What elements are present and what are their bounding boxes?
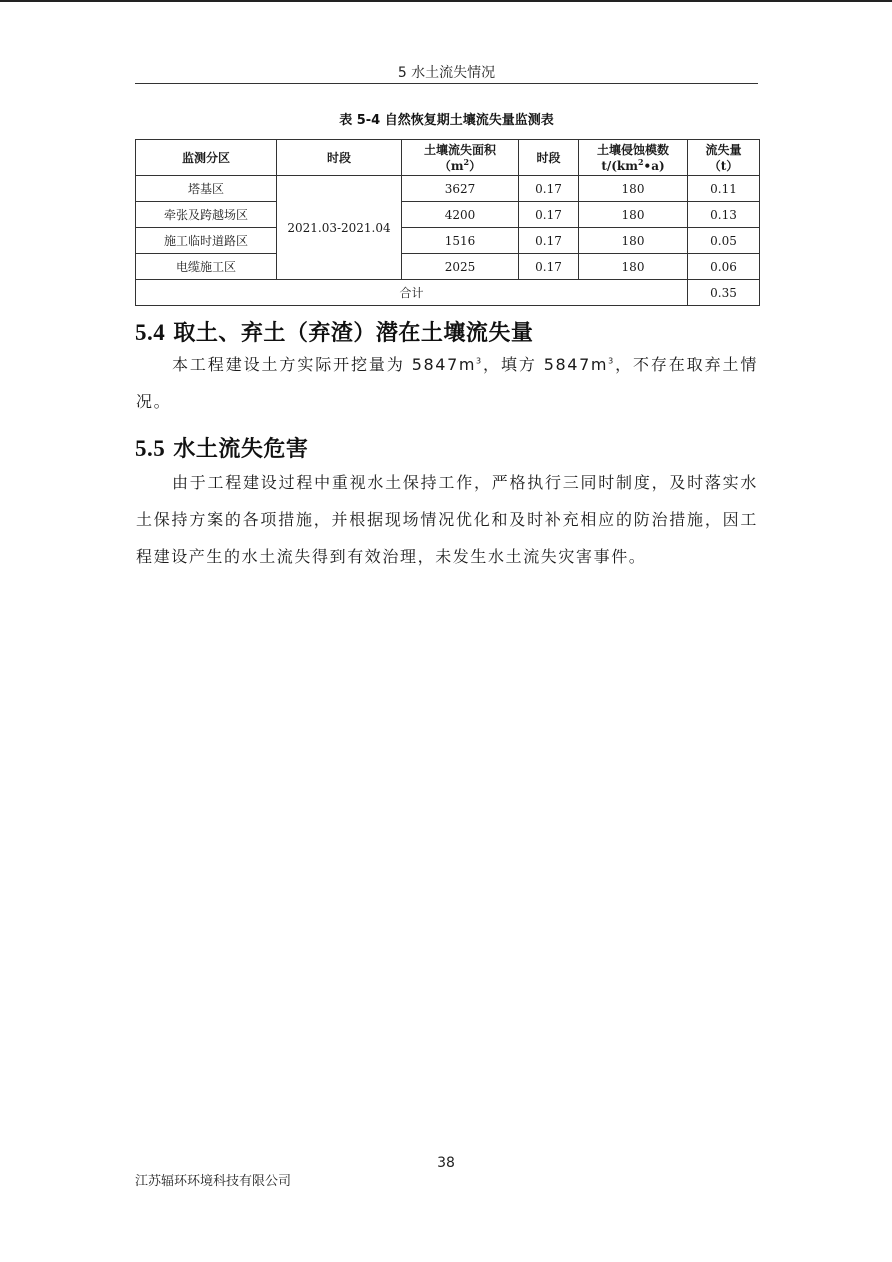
cell-loss: 0.11 (688, 176, 760, 202)
header-area-unit-post: ） (469, 158, 482, 173)
cell-period: 2021.03-2021.04 (277, 176, 402, 280)
paragraph-5-5: 由于工程建设过程中重视水土保持工作，严格执行三同时制度，及时落实水土保持方案的各项措施，并根据现场情况优化和及时补充相应的防治措施，因工程建设产生的水土流失得到有效治理，未发生水土流失灾害事件。 (136, 473, 758, 566)
header-area-unit-sup: 2 (463, 156, 470, 167)
superscript: 3 (608, 356, 615, 366)
table-row (136, 176, 760, 202)
superscript: 3 (476, 356, 483, 366)
cell-area: 3627 (402, 176, 519, 202)
header-duration: 时段 (519, 140, 579, 176)
section-heading-5-4 (135, 316, 533, 347)
cell-modulus: 180 (579, 202, 688, 228)
paragraph-text: 本工程建设土方实际开挖量为 5847m (172, 355, 477, 374)
header-area-line1: 土壤流失面积 (423, 142, 496, 157)
paragraph-text: ，不存在取弃土情况。 (136, 355, 758, 411)
cell-zone: 电缆施工区 (136, 254, 277, 280)
header-modulus-unit-pre: t/(km (601, 158, 638, 173)
cell-zone: 牵张及跨越场区 (136, 202, 277, 228)
cell-loss: 0.05 (688, 228, 760, 254)
section-title: 取土、弃土（弃渣）潜在土壤流失量 (173, 321, 534, 346)
running-header: 5 水土流失情况 (397, 65, 496, 81)
table-caption: 表 5-4 自然恢复期土壤流失量监测表 (339, 113, 554, 128)
page-number: 38 (437, 1155, 455, 1171)
cell-duration: 0.17 (519, 202, 579, 228)
page-top-border (0, 0, 892, 2)
table-header-row (136, 140, 760, 176)
cell-area: 2025 (402, 254, 519, 280)
cell-area: 4200 (402, 202, 519, 228)
header-loss-line1: 流失量 (705, 142, 742, 157)
cell-area: 1516 (402, 228, 519, 254)
section-title: 水土流失危害 (173, 437, 309, 462)
header-area (402, 140, 519, 176)
header-loss-unit: （t） (708, 158, 739, 173)
cell-modulus: 180 (579, 228, 688, 254)
section-heading-5-5 (135, 432, 308, 463)
cell-loss: 0.13 (688, 202, 760, 228)
header-modulus-unit-sup: 2 (637, 156, 644, 167)
total-value: 0.35 (688, 280, 760, 306)
table-row (136, 254, 760, 280)
header-modulus-line1: 土壤侵蚀模数 (596, 142, 669, 157)
table-total-row (136, 280, 760, 306)
cell-zone: 塔基区 (136, 176, 277, 202)
company-name: 江苏辐环环境科技有限公司 (135, 1174, 292, 1189)
paragraph-text: ，填方 5847m (482, 355, 609, 374)
header-modulus-unit-post: •a) (643, 158, 665, 173)
total-label: 合计 (136, 280, 688, 306)
header-loss (688, 140, 760, 176)
cell-duration: 0.17 (519, 254, 579, 280)
monitoring-table (135, 139, 760, 306)
header-rule (135, 83, 758, 84)
header-zone: 监测分区 (136, 140, 277, 176)
cell-modulus: 180 (579, 254, 688, 280)
paragraph-5-4 (136, 346, 758, 420)
header-modulus (579, 140, 688, 176)
header-period: 时段 (277, 140, 402, 176)
cell-loss: 0.06 (688, 254, 760, 280)
table-row (136, 202, 760, 228)
section-number: 5.5 (135, 436, 166, 461)
section-number: 5.4 (135, 320, 166, 345)
table-row (136, 228, 760, 254)
header-area-unit-pre: （m (438, 158, 464, 173)
cell-duration: 0.17 (519, 228, 579, 254)
cell-duration: 0.17 (519, 176, 579, 202)
cell-zone: 施工临时道路区 (136, 228, 277, 254)
cell-modulus: 180 (579, 176, 688, 202)
